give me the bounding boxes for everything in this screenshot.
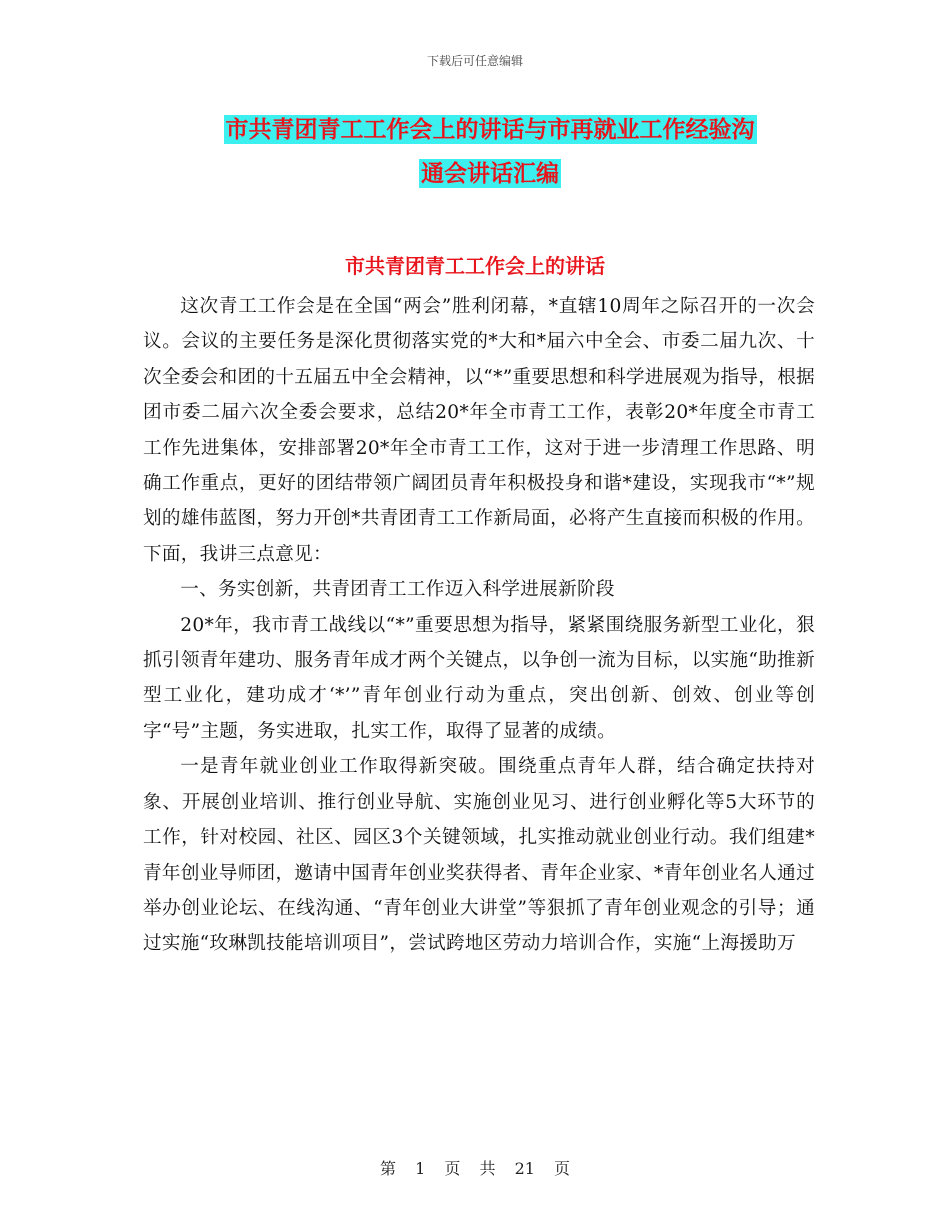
paragraph: 这次青工工作会是在全国“两会”胜利闭幕，*直辖10周年之际召开的一次会议。会议的主要任务是深化贯彻落实党的*大和*届六中全会、市委二届九次、十次全委会和团的十五届五中全会精神，以“*”重要思想和科学进展观为指导，根据团市委二届六次全委会要求，总结20*年全市青工工作，表彰20*年度全市青工工作先进集体，安排部署20*年全市青工工作，这对于进一步清理工作思路、明确工作重点，更好的团结带领广阔团员青年积极投身和谐*建设，实现我市“*”规划的雄伟蓝图，努力开创*共青团青工工作新局面，必将产生直接而积极的作用。下面，我讲三点意见：: [143, 296, 815, 565]
footer-gong: 共: [479, 1159, 496, 1178]
paragraph: 一、务实创新，共青团青工工作迈入科学进展新阶段: [180, 579, 615, 601]
footer-page-number: 1: [415, 1159, 426, 1178]
body-text: [143, 289, 815, 962]
page-footer: [0, 1156, 950, 1179]
document-title: [140, 108, 840, 196]
footer-ye-end: 页: [554, 1159, 571, 1178]
footer-total-pages: 21: [514, 1159, 535, 1178]
footer-di: 第: [379, 1159, 396, 1178]
section-title: 市共青团青工工作会上的讲话: [345, 254, 605, 278]
header-note: 下载后可任意编辑: [426, 54, 523, 68]
title-line-2: 通会讲话汇编: [421, 160, 559, 187]
paragraph: 一是青年就业创业工作取得新突破。围绕重点青年人群，结合确定扶持对象、开展创业培训、推行创业导航、实施创业见习、进行创业孵化等5大环节的工作，针对校园、社区、园区3个关键领域，扎实推动就业创业行动。我们组建*青年创业导师团，邀请中国青年创业奖获得者、青年企业家、*青年创业名人通过举办创业论坛、在线沟通、“青年创业大讲堂”等狠抓了青年创业观念的引导；通过实施“玫琳凯技能培训项目”，尝试跨地区劳动力培训合作，实施“上海援助万: [143, 756, 815, 955]
footer-ye: 页: [444, 1159, 461, 1178]
title-line-1: 市共青团青工工作会上的讲话与市再就业工作经验沟: [225, 116, 755, 143]
paragraph: 20*年，我市青工战线以“*”重要思想为指导，紧紧围绕服务新型工业化，狠抓引领青年建功、服务青年成才两个关键点，以争创一流为目标，以实施“助推新型工业化，建功成才‘*’”青年创业行动为重点，突出创新、创效、创业等创字“号”主题，务实进取，扎实工作，取得了显著的成绩。: [143, 614, 815, 742]
